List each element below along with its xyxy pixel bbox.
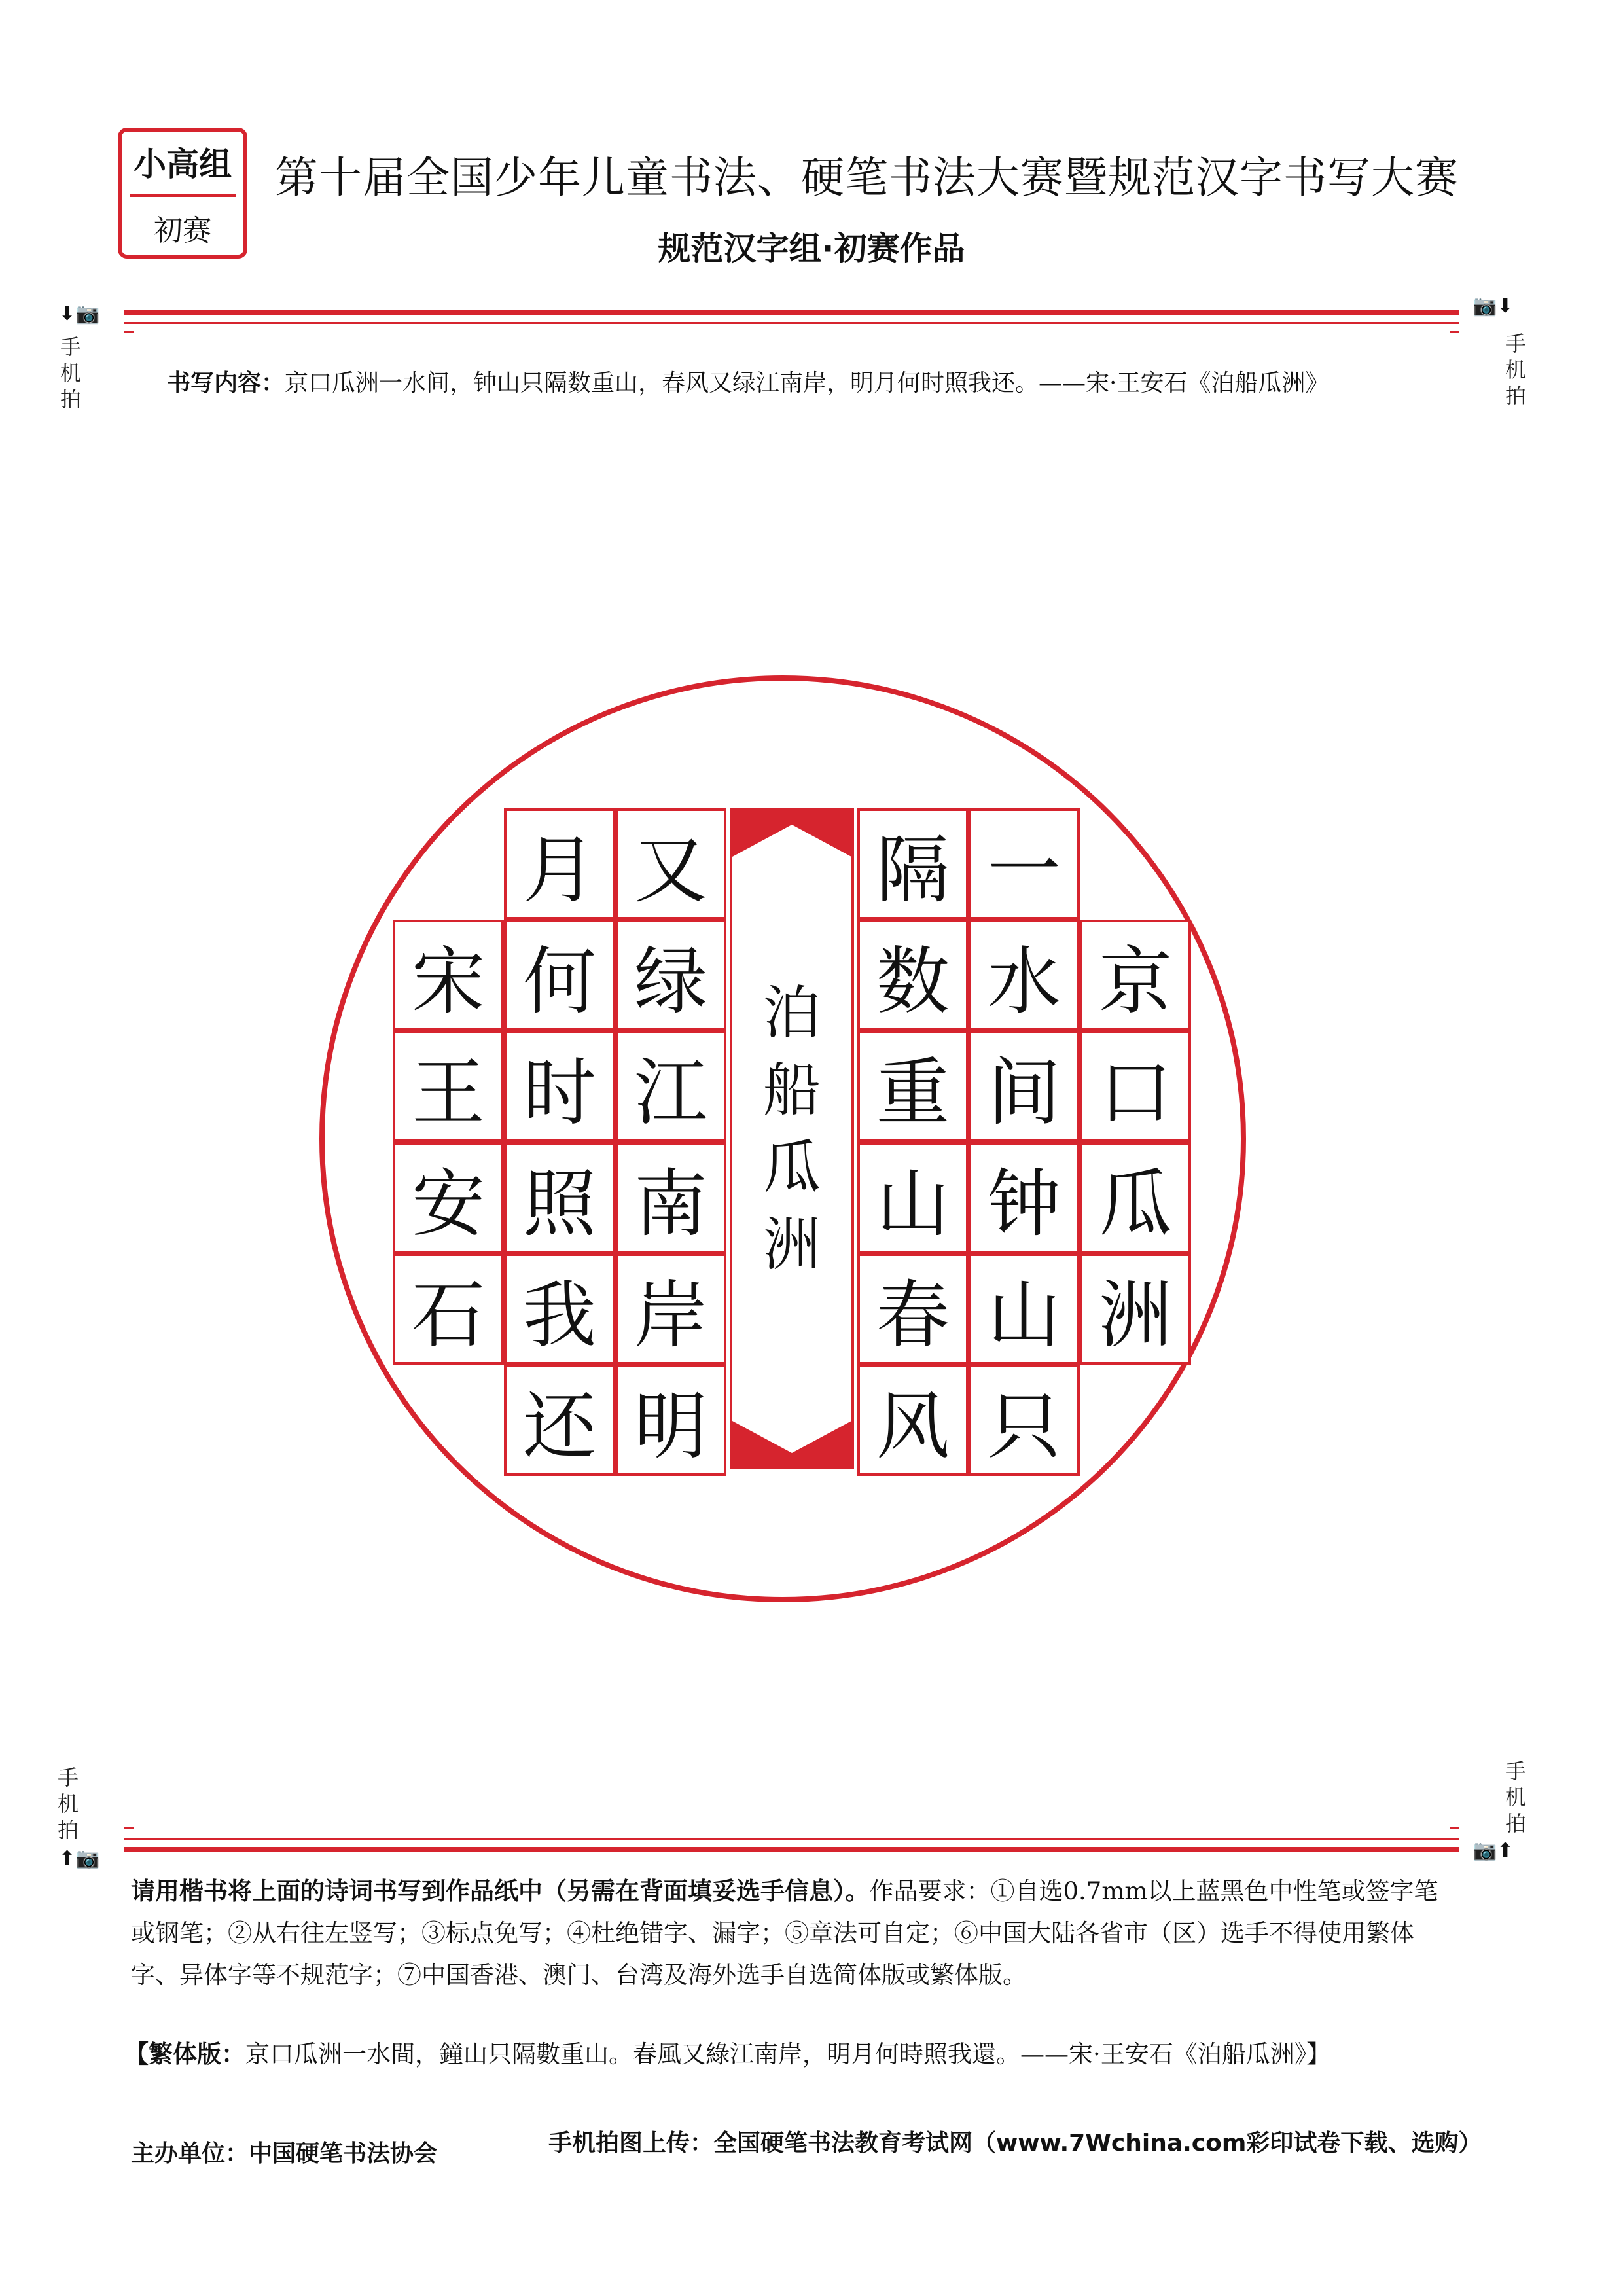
grid-cell: 京 (1080, 920, 1191, 1031)
grid-cell: 瓜 (1080, 1142, 1191, 1253)
organizer: 主办单位：中国硬笔书法协会 (131, 2140, 438, 2167)
badge-divider (130, 194, 236, 197)
upload-info: 手机拍图上传：全国硬笔书法教育考试网（www.7Wchina.com彩印试卷下载、选购） (548, 2130, 1482, 2157)
top-rule-thick (124, 310, 1459, 315)
writing-content-text: 京口瓜洲一水间，钟山只隔数重山，春风又绿江南岸，明月何时照我还。——宋·王安石《泊船瓜洲》 (285, 370, 1329, 397)
camera-icon: 📷 (1472, 1839, 1497, 1862)
grid-cell: 风 (857, 1365, 969, 1476)
grid-cell: 何 (504, 920, 615, 1031)
grid-cell: 重 (857, 1031, 969, 1142)
traditional-version (124, 2034, 1330, 2070)
camera-icon: 📷 (75, 1847, 100, 1870)
grid-cell: 绿 (615, 920, 726, 1031)
requirements-text (131, 1871, 1446, 1996)
grid-cell: 照 (504, 1142, 615, 1253)
badge-stage: 初赛 (154, 214, 211, 247)
requirements-body: 作品要求：①自选0.7mm以上蓝黑色中性笔或签字笔或钢笔；②从右往左竖写；③标点免写；④杜绝错字、漏字；⑤章法可自定；⑥中国大陆各省市（区）选手不得使用繁体字、异体字等不规范字；⑦中国香港、澳门、台湾及海外选手自选简体版或繁体版。 (131, 1877, 1438, 1989)
grid-cell: 安 (393, 1142, 504, 1253)
grid-cell: 只 (969, 1365, 1080, 1476)
grid-cell: 又 (615, 808, 726, 920)
grid-cell: 数 (857, 920, 969, 1031)
grid-cell: 王 (393, 1031, 504, 1142)
camera-marker-top-left: ⬇📷 (59, 302, 100, 325)
traditional-text: 京口瓜洲一水間，鐘山只隔數重山。春風又綠江南岸，明月何時照我還。——宋·王安石《泊船瓜洲》】 (245, 2040, 1331, 2068)
top-rule-thin (124, 322, 1459, 324)
top-rule-tick-right (1450, 331, 1459, 333)
poem-title-char: 瓜 (762, 1134, 821, 1201)
grid-cell: 间 (969, 1031, 1080, 1142)
circle-frame (319, 675, 1246, 1602)
bottom-rule-thick (124, 1847, 1459, 1852)
grid-cell: 我 (504, 1253, 615, 1365)
grid-cell: 钟 (969, 1142, 1080, 1253)
grid-cell: 岸 (615, 1253, 726, 1365)
poem-title-char: 泊 (762, 979, 821, 1047)
side-label-top-left: 手机拍 (60, 334, 81, 412)
badge-group: 小高组 (134, 145, 232, 183)
grid-cell: 石 (393, 1253, 504, 1365)
grid-cell: 宋 (393, 920, 504, 1031)
grid-cell: 明 (615, 1365, 726, 1476)
side-label-bottom-left: 手机拍 (57, 1765, 79, 1842)
poem-title-char: 洲 (762, 1211, 821, 1278)
page-title: 第十届全国少年儿童书法、硬笔书法大赛暨规范汉字书写大赛 (275, 152, 1459, 203)
writing-content (167, 365, 1329, 398)
grid-cell: 口 (1080, 1031, 1191, 1142)
grid-cell: 还 (504, 1365, 615, 1476)
grid-cell: 时 (504, 1031, 615, 1142)
page-subtitle: 规范汉字组·初赛作品 (658, 230, 965, 268)
grid-cell: 洲 (1080, 1253, 1191, 1365)
writing-content-label: 书写内容： (167, 370, 285, 397)
grid-cell: 水 (969, 920, 1080, 1031)
camera-icon: 📷 (1472, 295, 1497, 317)
camera-marker-bottom-left: ⬆📷 (59, 1847, 100, 1870)
bottom-rule-tick-left (124, 1827, 134, 1829)
grid-cell: 春 (857, 1253, 969, 1365)
camera-marker-top-right: 📷⬇ (1472, 295, 1514, 317)
grid-cell: 隔 (857, 808, 969, 920)
traditional-label: 【繁体版： (124, 2040, 245, 2068)
camera-marker-bottom-right: 📷⬆ (1472, 1839, 1514, 1862)
grid-cell: 山 (857, 1142, 969, 1253)
grid-cell: 一 (969, 808, 1080, 920)
camera-icon: 📷 (75, 302, 100, 325)
poem-title-char: 船 (762, 1056, 821, 1124)
grid-cell: 山 (969, 1253, 1080, 1365)
grid-cell: 月 (504, 808, 615, 920)
grid-cell: 南 (615, 1142, 726, 1253)
bottom-rule-tick-right (1450, 1827, 1459, 1829)
side-label-bottom-right: 手机拍 (1505, 1759, 1526, 1836)
side-label-top-right: 手机拍 (1505, 331, 1526, 408)
bottom-rule-thin (124, 1838, 1459, 1840)
grid-cell: 江 (615, 1031, 726, 1142)
requirements-lead: 请用楷书将上面的诗词书写到作品纸中（另需在背面填妥选手信息）。 (131, 1877, 870, 1905)
top-rule-tick-left (124, 331, 134, 333)
